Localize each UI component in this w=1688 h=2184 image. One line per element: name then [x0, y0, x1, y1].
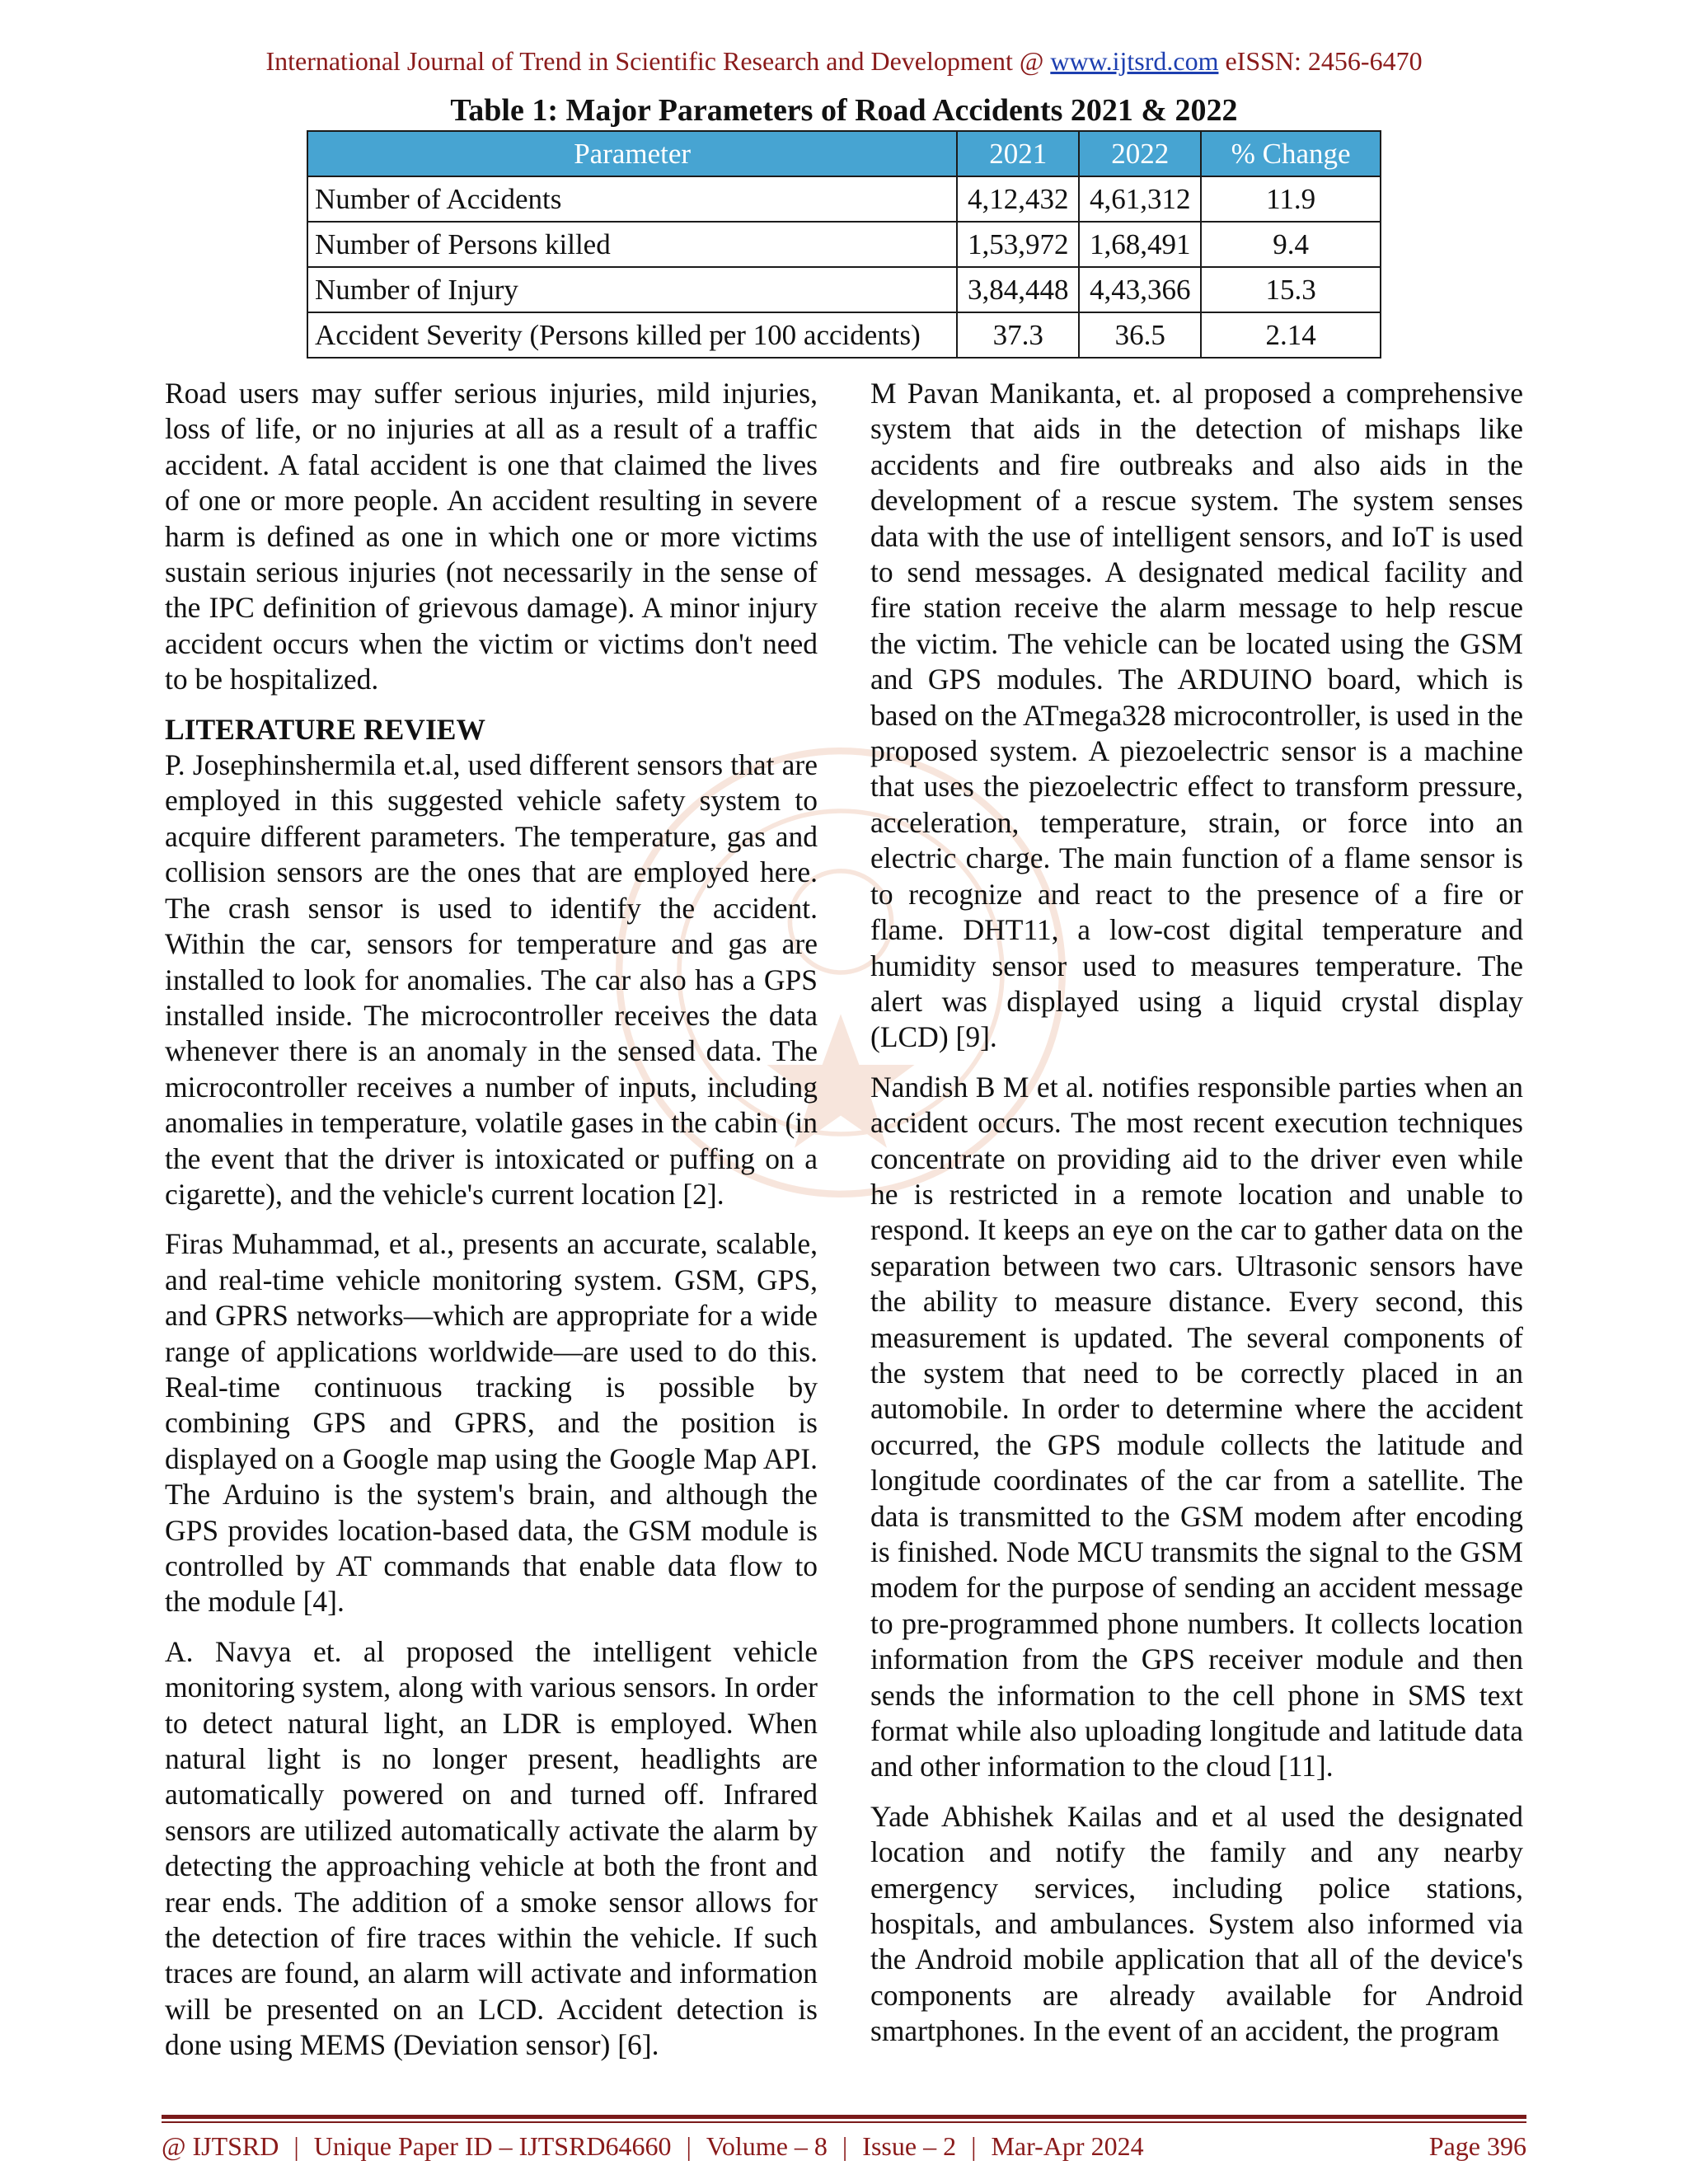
paragraph: M Pavan Manikanta, et. al proposed a comprehensive system that aids in the detection of mishaps like accidents and fire outbreaks and also aids in the development of a rescue system. The system senses data with the use of intelligent sensors, and IoT is used to send messages. A designated medical facility and fire station receive the alarm message to help rescue the victim. The vehicle can be located using the GSM and GPS modules. The ARDUINO board, which is based on the ATmega328 microcontroller, is used in the proposed system. A piezoelectric sensor is a machine that uses the piezoelectric effect to transform pressure, acceleration, temperature, strain, or force into an electric charge. The main function of a flame sensor is to recognize and react to the presence of a fire or flame. DHT11, a low-cost digital temperature and humidity sensor used to measures temperature. The alert was displayed using a liquid crystal display (LCD) [9]. [870, 377, 1523, 1054]
table-cell: 4,61,312 [1079, 176, 1201, 222]
table-cell: 15.3 [1201, 267, 1381, 312]
paragraph: P. Josephinshermila et.al, used different sensors that are employed in this suggested vehicle safety system to acquire different parameters. The temperature, gas and collision sensors are the ones that are employed here. The crash sensor is used to identify the accident. Within the car, sensors for temperature and gas are installed to look for anomalies. The car also has a GPS installed inside. The microcontroller receives the data whenever there is an anomaly in the sensed data. The microcontroller receives a number of inputs, including anomalies in temperature, volatile gases in the cabin (in the event that the driver is intoxicated or puffing on a cigarette), and the vehicle's current location [2]. [165, 748, 818, 1211]
right-text-column [870, 376, 1523, 2064]
footer-separator: | [293, 2131, 299, 2161]
footer-separator: | [842, 2131, 848, 2161]
table-cell: 4,12,432 [957, 176, 1079, 222]
table-cell: 11.9 [1201, 176, 1381, 222]
left-text-column [165, 376, 818, 2078]
header-suffix: eISSN: 2456-6470 [1218, 46, 1423, 76]
table-row [307, 267, 1381, 312]
column-header-2021: 2021 [957, 131, 1079, 176]
paragraph: Road users may suffer serious injuries, mild injuries, loss of life, or no injuries at all as a result of a traffic accident. A fatal accident is one that claimed the lives of one or more people. An accident resulting in severe harm is defined as one in which one or more victims sustain serious injuries (not necessarily in the sense of the IPC definition of grievous damage). A minor injury accident occurs when the victim or victims don't need to be hospitalized. [165, 377, 818, 696]
footer-journal: @ IJTSRD [162, 2131, 279, 2161]
table-cell: 4,43,366 [1079, 267, 1201, 312]
table-cell: 9.4 [1201, 222, 1381, 267]
table-cell: Accident Severity (Persons killed per 100 accidents) [307, 312, 957, 358]
section-heading: LITERATURE REVIEW [165, 712, 485, 746]
running-footer [162, 2131, 1526, 2162]
footer-rule [162, 2115, 1526, 2119]
page-number: Page 396 [1428, 2131, 1526, 2161]
table-cell: 1,53,972 [957, 222, 1079, 267]
table-cell: Number of Injury [307, 267, 957, 312]
paragraph: Firas Muhammad, et al., presents an accurate, scalable, and real-time vehicle monitoring system. GSM, GPS, and GPRS networks—which are appropriate for a wide range of applications worldwide—are used to do this. Real-time continuous tracking is possible by combining GPS and GPRS, and the position is displayed on a Google map using the Google Map API. The Arduino is the system's brain, and although the GPS provides location-based data, the GSM module is controlled by AT commands that enable data flow to the module [4]. [165, 1227, 818, 1619]
footer-meta [162, 2131, 1144, 2162]
table-cell: 37.3 [957, 312, 1079, 358]
running-header [0, 46, 1688, 77]
footer-volume: Volume – 8 [706, 2131, 828, 2161]
footer-separator: | [971, 2131, 977, 2161]
table-cell: Number of Persons killed [307, 222, 957, 267]
column-header-parameter: Parameter [307, 131, 957, 176]
table-cell: 1,68,491 [1079, 222, 1201, 267]
paragraph: Nandish B M et al. notifies responsible parties when an accident occurs. The most recent execution techniques concentrate on providing aid to the driver even while he is restricted in a remote location and unable to respond. It keeps an eye on the car to gather data on the separation between two cars. Ultrasonic sensors have the ability to measure distance. Every second, this measurement is updated. The several components of the system that need to be correctly placed in an automobile. In order to determine where the accident occurred, the GPS module collects the latitude and longitude coordinates of the car from a satellite. The data is transmitted to the GSM modem after encoding is finished. Node MCU transmits the signal to the GSM modem for the purpose of sending an accident message to pre-programmed phone numbers. It collects location information from the GPS receiver module and then sends the information to the cell phone in SMS text format while also uploading longitude and latitude data and other information to the cloud [11]. [870, 1070, 1523, 1783]
table-cell: 36.5 [1079, 312, 1201, 358]
accident-parameters-table [307, 130, 1381, 359]
column-header-change: % Change [1201, 131, 1381, 176]
footer-issue: Issue – 2 [862, 2131, 957, 2161]
table-header-row [307, 131, 1381, 176]
paragraph: A. Navya et. al proposed the intelligent vehicle monitoring system, along with various sensors. In order to detect natural light, an LDR is employed. When natural light is no longer present, headlights are automatically powered on and turned off. Infrared sensors are utilized automatically activate the alarm by detecting the approaching vehicle at both the front and rear ends. The addition of a smoke sensor allows for the detection of fire traces within the vehicle. If such traces are found, an alarm will activate and information will be presented on an LCD. Accident detection is done using MEMS (Deviation sensor) [6]. [165, 1634, 818, 2062]
column-header-2022: 2022 [1079, 131, 1201, 176]
table-cell: 2.14 [1201, 312, 1381, 358]
table-row [307, 312, 1381, 358]
journal-website-link[interactable]: www.ijtsrd.com [1050, 46, 1219, 76]
table-row [307, 222, 1381, 267]
table-row [307, 176, 1381, 222]
table-cell: 3,84,448 [957, 267, 1079, 312]
table-caption: Table 1: Major Parameters of Road Accidents 2021 & 2022 [450, 93, 1238, 128]
footer-rule-thin [162, 2121, 1526, 2123]
footer-separator: | [686, 2131, 692, 2161]
header-prefix: International Journal of Trend in Scientific Research and Development @ [265, 46, 1051, 76]
table-cell: Number of Accidents [307, 176, 957, 222]
footer-date: Mar-Apr 2024 [991, 2131, 1144, 2161]
footer-paper-id: Unique Paper ID – IJTSRD64660 [313, 2131, 672, 2161]
paragraph: Yade Abhishek Kailas and et al used the designated location and notify the family and any nearby emergency services, including police stations, hospitals, and ambulances. System also informed via the Android mobile application that all of the device's components are already available for Android smartphones. In the event of an accident, the program [870, 1799, 1523, 2048]
